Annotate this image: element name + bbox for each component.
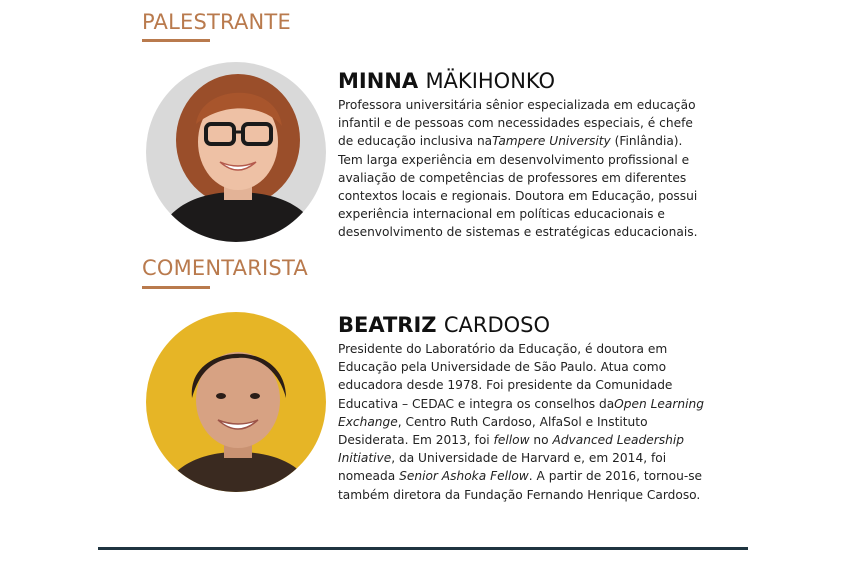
bio-text-run: Professora universitária sênior especializada em educação infantil e de pessoas com necessidades especiais, é chefe de educação inclusiva na <box>338 98 696 149</box>
bio-text-run: (Finlândia). Tem larga experiência em desenvolvimento profissional e avaliação de competências de professores em diferentes contextos locais e regionais. Doutora em Educação, possui experiência internacional em políticas educacionais e desenvolvimento de sistemas e estratégicas educacionais. <box>338 134 698 240</box>
bio-italic-run: Tampere University <box>492 134 611 149</box>
portrait-photo <box>146 62 326 242</box>
speaker-name <box>338 71 555 92</box>
bio-text-run: , Centro Ruth Cardoso, AlfaSol e Instituto Desiderata. Em 2013, foi <box>338 414 648 448</box>
bio-text-run: Presidente do Laboratório da Educação, é doutora em Educação pela Universidade de São Paulo. Atua como educadora desde 1978. Foi presidente da Comunidade Educativa – CEDAC e integra os conselhos da <box>338 342 673 411</box>
portrait-beatriz-cardoso <box>146 312 326 492</box>
bio-italic-run: Senior Ashoka Fellow <box>399 469 529 484</box>
bio-text-run: no <box>529 433 553 448</box>
section-heading-palestrante: PALESTRANTE <box>142 10 291 34</box>
bio-text-run: . A partir de 2016, tornou-se também diretora da Fundação Fernando Henrique Cardoso. <box>338 469 703 502</box>
bio-italic-run: Advanced Leadership Initiative <box>338 433 684 466</box>
commentator-last-name: CARDOSO <box>443 313 551 337</box>
bio-italic-run: fellow <box>493 433 530 448</box>
commentator-name <box>338 315 550 336</box>
portrait-photo <box>146 312 326 492</box>
section-underline <box>142 39 210 42</box>
bio-italic-run: Open Learning Exchange <box>338 396 704 429</box>
commentator-first-name: BEATRIZ <box>338 313 437 337</box>
speaker-first-name: MINNA <box>338 69 419 93</box>
section-underline <box>142 286 210 289</box>
portrait-minna-makihonko <box>146 62 326 242</box>
section-heading-comentarista: COMENTARISTA <box>142 256 308 280</box>
speaker-bio <box>338 96 710 242</box>
commentator-bio <box>338 340 710 504</box>
footer-divider <box>98 547 748 550</box>
speaker-last-name: MÄKIHONKO <box>425 69 556 93</box>
bio-text-run: , da Universidade de Harvard e, em 2014, foi nomeada <box>338 451 667 484</box>
